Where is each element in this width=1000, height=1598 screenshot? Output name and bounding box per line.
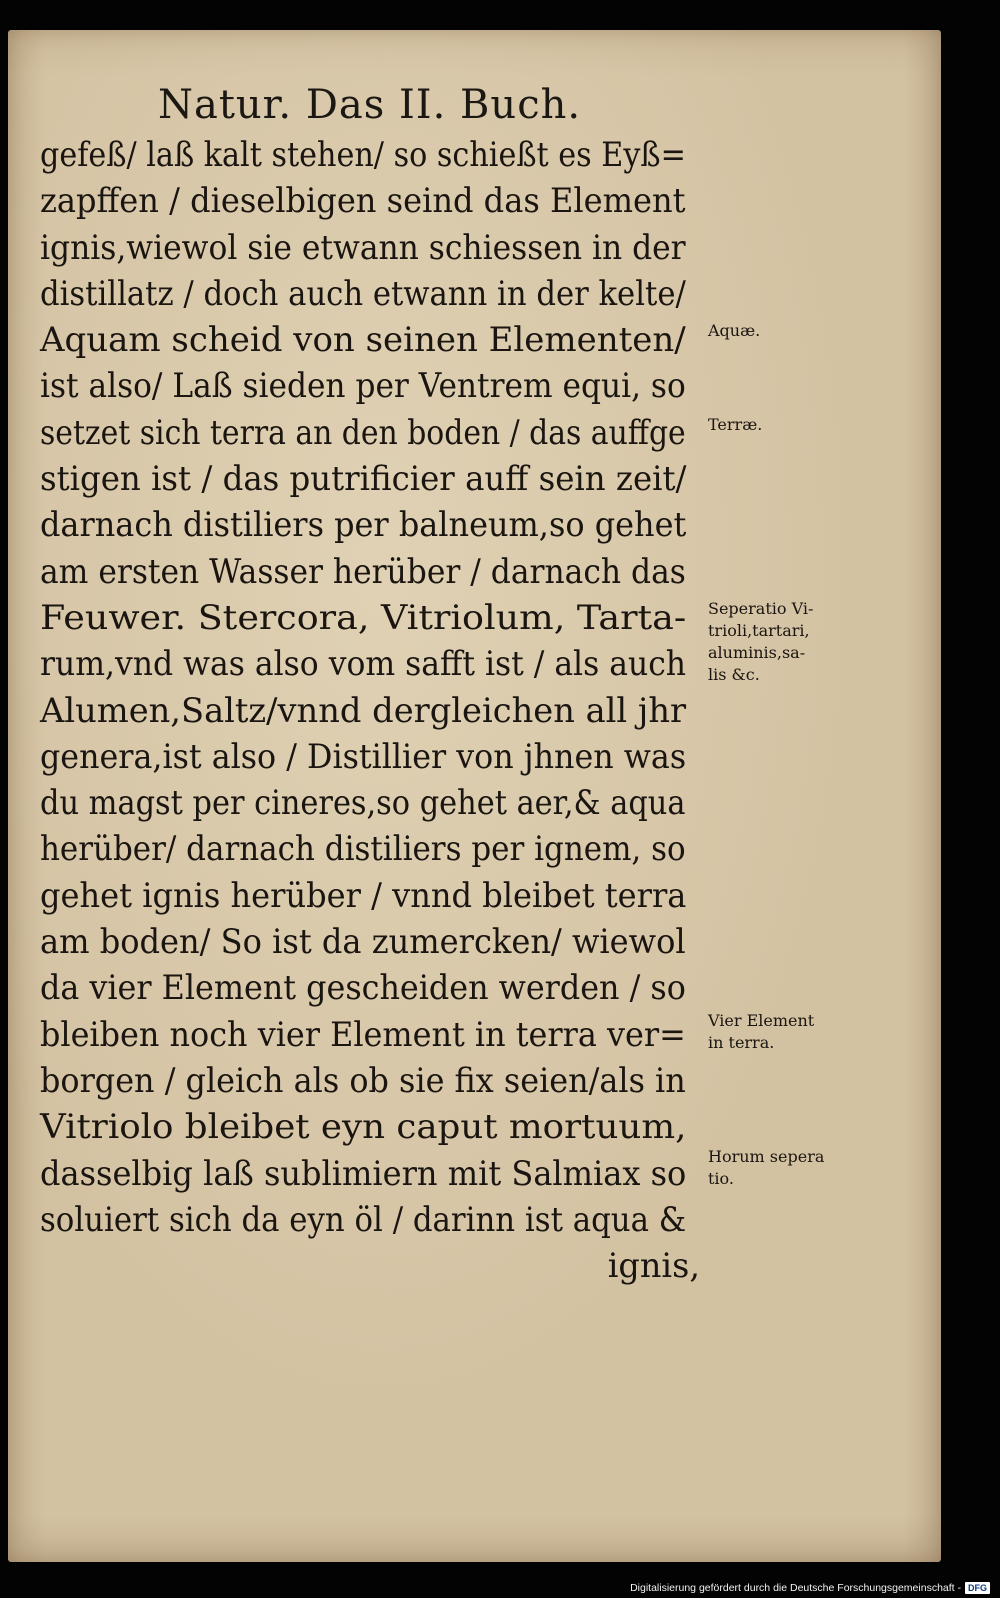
text-line: Aquam scheid von seinen Elementen/ xyxy=(40,320,686,360)
text-line: Alumen,Saltz/vnnd dergleichen all jhr xyxy=(40,690,687,730)
text-line: ist also/ Laß sieden per Ventrem equi, so xyxy=(40,366,686,406)
text-line: borgen / gleich als ob sie fix seien/als in xyxy=(40,1060,686,1100)
margin-note-horum: Horum sepera tio. xyxy=(708,1147,825,1188)
text-line: bleiben noch vier Element in terra ver= xyxy=(40,1014,686,1054)
margin-note-seperatio: Seperatio Vi- trioli,tartari, aluminis,sa- lis &c. xyxy=(708,599,814,684)
text-line: gehet ignis herüber / vnnd bleibet terra xyxy=(40,875,687,915)
book-page xyxy=(8,30,941,1562)
text-line: setzet sich terra an den boden / das auffge xyxy=(40,412,686,452)
body-text xyxy=(40,132,700,1289)
margin-note-vier-element: Vier Element in terra. xyxy=(708,1011,815,1052)
text-line: zapffen / dieselbigen seind das Element xyxy=(40,181,686,221)
text-line: am ersten Wasser herüber / darnach das xyxy=(40,551,686,591)
credit-text: Digitalisierung gefördert durch die Deutsche Forschungsgemeinschaft - xyxy=(630,1582,961,1594)
text-line: herüber/ darnach distiliers per ignem, so xyxy=(40,829,686,869)
text-line: soluiert sich da eyn öl / darinn ist aqua & xyxy=(40,1199,687,1239)
text-line: distillatz / doch auch etwann in der kelte/ xyxy=(40,273,686,313)
text-line: Vitriolo bleibet eyn caput mortuum, xyxy=(40,1107,687,1147)
catchword: ignis, xyxy=(607,1246,700,1286)
text-line: da vier Element gescheiden werden / so xyxy=(40,968,686,1008)
text-line: stigen ist / das putrificier auff sein zeit/ xyxy=(40,459,687,499)
running-header: Natur. Das II. Buch. xyxy=(158,82,582,128)
text-line: genera,ist also / Distillier von jhnen was xyxy=(40,736,687,776)
digitization-credit xyxy=(630,1582,990,1594)
text-line: am boden/ So ist da zumercken/ wiewol xyxy=(40,922,686,962)
dfg-logo: DFG xyxy=(965,1582,990,1594)
text-line: ignis,wiewol sie etwann schiessen in der xyxy=(40,227,686,267)
text-line: du magst per cineres,so gehet aer,& aqua xyxy=(40,783,686,823)
text-line: Feuwer. Stercora, Vitriolum, Tarta- xyxy=(40,597,687,637)
text-line: rum,vnd was also vom safft ist / als auch xyxy=(40,644,687,684)
text-line: gefeß/ laß kalt stehen/ so schießt es Eyß= xyxy=(40,135,686,174)
text-line: dasselbig laß sublimiern mit Salmiax so xyxy=(40,1153,687,1193)
margin-note-terrae: Terræ. xyxy=(708,415,763,434)
text-line: darnach distiliers per balneum,so gehet xyxy=(40,505,687,545)
margin-note-aquae: Aquæ. xyxy=(708,321,761,340)
